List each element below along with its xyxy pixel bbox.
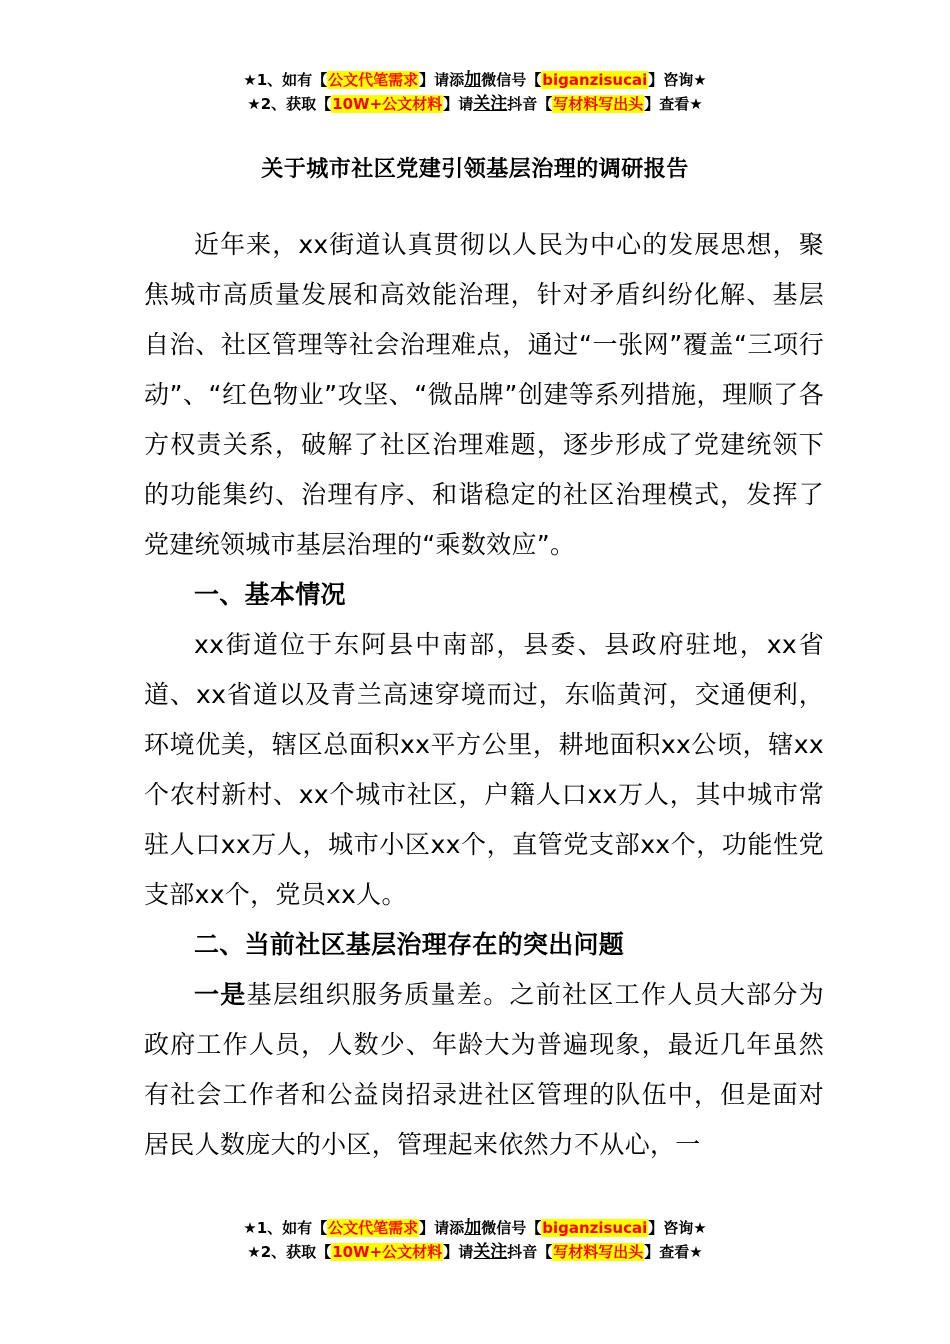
promo-text: ★2、获取【: [247, 95, 332, 113]
promo-underline: 加: [464, 1218, 482, 1238]
promo-banner-top: [0, 68, 950, 116]
promo-line-1: [0, 68, 950, 92]
promo-banner-bottom: [0, 1216, 950, 1264]
promo-highlight: 公文代笔需求: [328, 71, 419, 89]
section-heading-basic-info: 一、基本情况: [194, 580, 346, 609]
promo-text: 】请添: [419, 71, 465, 89]
document-body: [144, 220, 824, 1170]
promo-text: 】请: [443, 1243, 474, 1261]
promo-line-2: [0, 1240, 950, 1264]
promo-text: 抖音【: [507, 95, 553, 113]
promo-text: 微信号【: [481, 71, 542, 89]
promo-text: 】请添: [419, 1219, 465, 1237]
promo-text: 】查看★: [644, 1243, 703, 1261]
promo-underline: 关注: [473, 1242, 508, 1262]
problems-paragraph: [144, 970, 824, 1170]
promo-text: 】咨询★: [648, 1219, 707, 1237]
promo-underline: 关注: [473, 94, 508, 114]
promo-douyin-id: 写材料写出头: [553, 95, 644, 113]
promo-text: 抖音【: [507, 1243, 553, 1261]
basic-info-paragraph: xx街道位于东阿县中南部，县委、县政府驻地，xx省道、xx省道以及青兰高速穿境而过，东临黄河，交通便利，环境优美，辖区总面积xx平方公里，耕地面积xx公顷，辖xx个农村新村、xx个城市社区，户籍人口xx万人，其中城市常驻人口xx万人，城市小区xx个，直管党支部xx个，功能性党支部xx个，党员xx人。: [144, 630, 824, 909]
promo-text: ★2、获取【: [247, 1243, 332, 1261]
promo-highlight: 10W+公文材料: [332, 95, 443, 113]
intro-paragraph: 近年来，xx街道认真贯彻以人民为中心的发展思想，聚焦城市高质量发展和高效能治理，针对矛盾纠纷化解、基层自治、社区管理等社会治理难点，通过“一张网”覆盖“三项行动”、“红色物业”攻坚、“微品牌”创建等系列措施，理顺了各方权责关系，破解了社区治理难题，逐步形成了党建统领下的功能集约、治理有序、和谐稳定的社区治理模式，发挥了党建统领城市基层治理的“乘数效应”。: [144, 230, 824, 559]
problem-lead: 一是: [194, 980, 247, 1009]
promo-wechat-id: biganzisucai: [542, 71, 648, 89]
promo-line-1: [0, 1216, 950, 1240]
promo-underline: 加: [464, 70, 482, 90]
promo-text: ★1、如有【: [243, 71, 328, 89]
promo-text: 】请: [443, 95, 474, 113]
promo-text: ★1、如有【: [243, 1219, 328, 1237]
problem-text: 基层组织服务质量差。之前社区工作人员大部分为政府工作人员，人数少、年龄大为普遍现象，最近几年虽然有社会工作者和公益岗招录进社区管理的队伍中，但是面对居民人数庞大的小区，管理起来依然力不从心，一: [144, 980, 824, 1159]
document-title: 关于城市社区党建引领基层治理的调研报告: [261, 157, 689, 182]
promo-highlight: 公文代笔需求: [328, 1219, 419, 1237]
promo-line-2: [0, 92, 950, 116]
section-heading-problems: 二、当前社区基层治理存在的突出问题: [194, 930, 625, 959]
promo-text: 】查看★: [644, 95, 703, 113]
promo-text: 】咨询★: [648, 71, 707, 89]
promo-wechat-id: biganzisucai: [542, 1219, 648, 1237]
promo-highlight: 10W+公文材料: [332, 1243, 443, 1261]
promo-text: 微信号【: [481, 1219, 542, 1237]
promo-douyin-id: 写材料写出头: [553, 1243, 644, 1261]
